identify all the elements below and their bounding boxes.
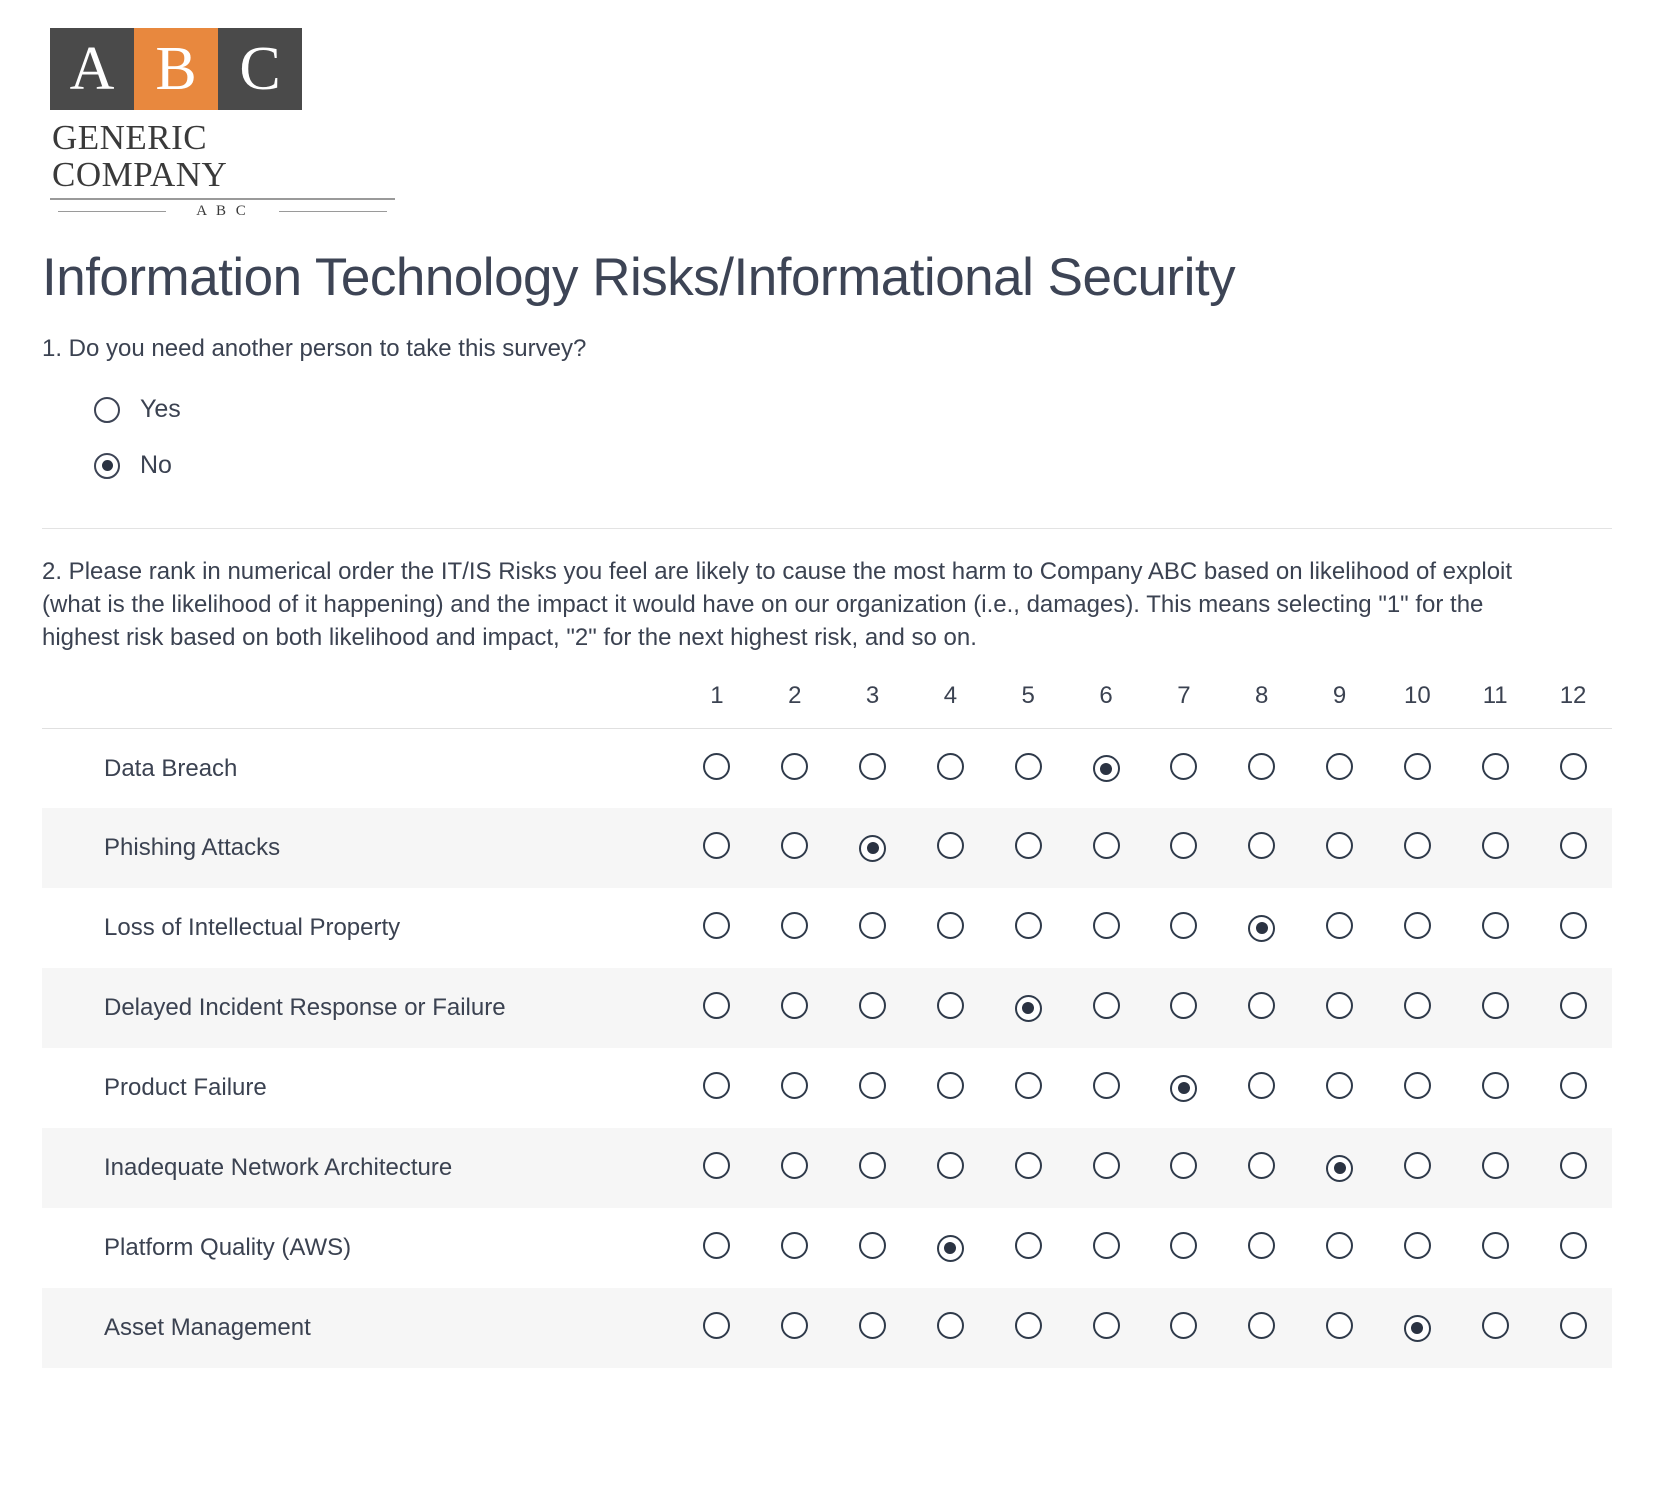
radio-platform-quality-aws--9-icon[interactable] bbox=[1326, 1232, 1353, 1259]
matrix-cell[interactable] bbox=[989, 888, 1067, 968]
matrix-cell[interactable] bbox=[911, 1288, 989, 1368]
page-title: Information Technology Risks/Informational Security bbox=[42, 247, 1236, 307]
matrix-cell[interactable] bbox=[989, 1048, 1067, 1128]
matrix-col-head-5: 5 bbox=[989, 682, 1067, 729]
matrix-cell[interactable] bbox=[1456, 1288, 1534, 1368]
matrix-cell[interactable] bbox=[911, 888, 989, 968]
radio-delayed-incident-response-or-failure-10-icon[interactable] bbox=[1404, 992, 1431, 1019]
radio-inadequate-network-architecture-9-icon[interactable] bbox=[1326, 1155, 1353, 1182]
matrix-row-label: Inadequate Network Architecture bbox=[104, 1154, 453, 1182]
matrix-col-head-10: 10 bbox=[1378, 682, 1456, 729]
question-1-option-no-label: No bbox=[140, 451, 172, 480]
radio-inadequate-network-architecture-4-icon[interactable] bbox=[937, 1152, 964, 1179]
radio-product-failure-9-icon[interactable] bbox=[1326, 1072, 1353, 1099]
table-row bbox=[42, 1288, 1612, 1368]
matrix-cell[interactable] bbox=[1223, 728, 1301, 808]
matrix-cell[interactable] bbox=[1145, 1288, 1223, 1368]
matrix-col-head-12: 12 bbox=[1534, 682, 1612, 729]
matrix-cell[interactable] bbox=[1378, 888, 1456, 968]
radio-inadequate-network-architecture-3-icon[interactable] bbox=[859, 1152, 886, 1179]
radio-platform-quality-aws--6-icon[interactable] bbox=[1093, 1232, 1120, 1259]
matrix-cell[interactable] bbox=[1067, 1128, 1145, 1208]
table-row bbox=[42, 728, 1612, 808]
radio-product-failure-6-icon[interactable] bbox=[1093, 1072, 1120, 1099]
radio-phishing-attacks-7-icon[interactable] bbox=[1170, 832, 1197, 859]
matrix-cell[interactable] bbox=[1456, 888, 1534, 968]
matrix-cell[interactable] bbox=[1145, 808, 1223, 888]
radio-inadequate-network-architecture-5-icon[interactable] bbox=[1015, 1152, 1042, 1179]
matrix-header-row bbox=[42, 682, 1612, 729]
matrix-cell[interactable] bbox=[1067, 1288, 1145, 1368]
matrix-cell[interactable] bbox=[756, 888, 834, 968]
matrix-cell[interactable] bbox=[1378, 968, 1456, 1048]
radio-product-failure-4-icon[interactable] bbox=[937, 1072, 964, 1099]
logo-divider bbox=[50, 198, 395, 200]
radio-product-failure-2-icon[interactable] bbox=[781, 1072, 808, 1099]
question-1-option-yes[interactable] bbox=[94, 382, 1612, 438]
radio-inadequate-network-architecture-1-icon[interactable] bbox=[703, 1152, 730, 1179]
matrix-cell[interactable] bbox=[834, 968, 912, 1048]
radio-platform-quality-aws--3-icon[interactable] bbox=[859, 1232, 886, 1259]
matrix-cell[interactable] bbox=[911, 1048, 989, 1128]
radio-data-breach-2-icon[interactable] bbox=[781, 753, 808, 780]
radio-loss-of-intellectual-property-6-icon[interactable] bbox=[1093, 912, 1120, 939]
radio-product-failure-7-icon[interactable] bbox=[1170, 1075, 1197, 1102]
matrix-row-label: Product Failure bbox=[104, 1074, 267, 1102]
radio-loss-of-intellectual-property-8-icon[interactable] bbox=[1248, 915, 1275, 942]
table-row bbox=[42, 1048, 1612, 1128]
matrix-cell[interactable] bbox=[989, 1288, 1067, 1368]
matrix-cell[interactable] bbox=[1456, 1128, 1534, 1208]
matrix-cell[interactable] bbox=[1145, 1128, 1223, 1208]
radio-product-failure-11-icon[interactable] bbox=[1482, 1072, 1509, 1099]
radio-loss-of-intellectual-property-5-icon[interactable] bbox=[1015, 912, 1042, 939]
matrix-row-label: Phishing Attacks bbox=[104, 834, 281, 862]
radio-product-failure-5-icon[interactable] bbox=[1015, 1072, 1042, 1099]
matrix-cell[interactable] bbox=[1145, 1048, 1223, 1128]
matrix-cell[interactable] bbox=[1456, 728, 1534, 808]
matrix-cell[interactable] bbox=[678, 1128, 756, 1208]
matrix-cell[interactable] bbox=[1534, 1128, 1612, 1208]
radio-phishing-attacks-2-icon[interactable] bbox=[781, 832, 808, 859]
matrix-cell[interactable] bbox=[678, 968, 756, 1048]
matrix-cell[interactable] bbox=[911, 728, 989, 808]
matrix-cell[interactable] bbox=[756, 808, 834, 888]
radio-asset-management-3-icon[interactable] bbox=[859, 1312, 886, 1339]
radio-platform-quality-aws--5-icon[interactable] bbox=[1015, 1232, 1042, 1259]
radio-data-breach-8-icon[interactable] bbox=[1248, 753, 1275, 780]
matrix-cell[interactable] bbox=[1223, 1208, 1301, 1288]
radio-delayed-incident-response-or-failure-5-icon[interactable] bbox=[1015, 995, 1042, 1022]
matrix-cell[interactable] bbox=[1456, 968, 1534, 1048]
matrix-col-head-8: 8 bbox=[1223, 682, 1301, 729]
radio-loss-of-intellectual-property-1-icon[interactable] bbox=[703, 912, 730, 939]
radio-platform-quality-aws--2-icon[interactable] bbox=[781, 1232, 808, 1259]
radio-inadequate-network-architecture-12-icon[interactable] bbox=[1560, 1152, 1587, 1179]
matrix-cell[interactable] bbox=[756, 1288, 834, 1368]
matrix-cell[interactable] bbox=[1378, 1048, 1456, 1128]
radio-delayed-incident-response-or-failure-4-icon[interactable] bbox=[937, 992, 964, 1019]
matrix-cell[interactable] bbox=[1301, 1048, 1379, 1128]
matrix-cell[interactable] bbox=[1145, 968, 1223, 1048]
matrix-row-label: Delayed Incident Response or Failure bbox=[104, 994, 506, 1022]
radio-product-failure-1-icon[interactable] bbox=[703, 1072, 730, 1099]
matrix-cell[interactable] bbox=[756, 968, 834, 1048]
logo-letter-c: C bbox=[218, 28, 302, 110]
matrix-cell[interactable] bbox=[1301, 728, 1379, 808]
matrix-cell[interactable] bbox=[1301, 968, 1379, 1048]
radio-platform-quality-aws--7-icon[interactable] bbox=[1170, 1232, 1197, 1259]
matrix-cell[interactable] bbox=[1456, 1048, 1534, 1128]
radio-loss-of-intellectual-property-2-icon[interactable] bbox=[781, 912, 808, 939]
radio-phishing-attacks-12-icon[interactable] bbox=[1560, 832, 1587, 859]
matrix-row-label: Platform Quality (AWS) bbox=[104, 1234, 352, 1262]
matrix-cell[interactable] bbox=[1534, 1208, 1612, 1288]
matrix-row-label: Asset Management bbox=[104, 1314, 311, 1342]
question-1 bbox=[42, 332, 1612, 528]
matrix-cell[interactable] bbox=[756, 1048, 834, 1128]
radio-product-failure-12-icon[interactable] bbox=[1560, 1072, 1587, 1099]
radio-inadequate-network-architecture-11-icon[interactable] bbox=[1482, 1152, 1509, 1179]
radio-platform-quality-aws--11-icon[interactable] bbox=[1482, 1232, 1509, 1259]
matrix-cell[interactable] bbox=[1534, 888, 1612, 968]
risk-ranking-matrix bbox=[42, 682, 1612, 1369]
logo-letter-b: B bbox=[134, 28, 218, 110]
radio-phishing-attacks-9-icon[interactable] bbox=[1326, 832, 1353, 859]
radio-asset-management-8-icon[interactable] bbox=[1248, 1312, 1275, 1339]
matrix-col-head-2: 2 bbox=[756, 682, 834, 729]
table-row bbox=[42, 808, 1612, 888]
matrix-cell[interactable] bbox=[1067, 728, 1145, 808]
matrix-cell[interactable] bbox=[989, 1208, 1067, 1288]
radio-data-breach-7-icon[interactable] bbox=[1170, 753, 1197, 780]
radio-platform-quality-aws--4-icon[interactable] bbox=[937, 1235, 964, 1262]
matrix-cell[interactable] bbox=[678, 808, 756, 888]
table-row bbox=[42, 1128, 1612, 1208]
radio-delayed-incident-response-or-failure-11-icon[interactable] bbox=[1482, 992, 1509, 1019]
table-row bbox=[42, 888, 1612, 968]
radio-inadequate-network-architecture-10-icon[interactable] bbox=[1404, 1152, 1431, 1179]
logo-company-name: GENERIC COMPANY bbox=[52, 118, 228, 194]
matrix-cell[interactable] bbox=[1534, 728, 1612, 808]
radio-data-breach-12-icon[interactable] bbox=[1560, 753, 1587, 780]
matrix-cell[interactable] bbox=[1067, 888, 1145, 968]
matrix-cell[interactable] bbox=[1301, 1128, 1379, 1208]
matrix-cell[interactable] bbox=[756, 1208, 834, 1288]
radio-inadequate-network-architecture-7-icon[interactable] bbox=[1170, 1152, 1197, 1179]
radio-asset-management-5-icon[interactable] bbox=[1015, 1312, 1042, 1339]
matrix-cell[interactable] bbox=[1378, 1208, 1456, 1288]
matrix-cell[interactable] bbox=[834, 1288, 912, 1368]
matrix-col-head-7: 7 bbox=[1145, 682, 1223, 729]
radio-phishing-attacks-10-icon[interactable] bbox=[1404, 832, 1431, 859]
question-2-text: 2. Please rank in numerical order the IT/IS Risks you feel are likely to cause the most harm to Company ABC based on likelihood of exploit (what is the likelihood of it happening) and the impact it would have on our organization (i.e., damages). This means selecting "1" for the highest risk based on both likelihood and impact, "2" for the next highest risk, and so on. bbox=[42, 557, 1513, 651]
radio-data-breach-9-icon[interactable] bbox=[1326, 753, 1353, 780]
radio-platform-quality-aws--8-icon[interactable] bbox=[1248, 1232, 1275, 1259]
radio-data-breach-4-icon[interactable] bbox=[937, 753, 964, 780]
radio-asset-management-10-icon[interactable] bbox=[1404, 1315, 1431, 1342]
matrix-cell[interactable] bbox=[1378, 728, 1456, 808]
matrix-body bbox=[42, 728, 1612, 1368]
matrix-cell[interactable] bbox=[1145, 1208, 1223, 1288]
radio-inadequate-network-architecture-8-icon[interactable] bbox=[1248, 1152, 1275, 1179]
radio-loss-of-intellectual-property-7-icon[interactable] bbox=[1170, 912, 1197, 939]
matrix-cell[interactable] bbox=[1534, 968, 1612, 1048]
matrix-col-head-4: 4 bbox=[911, 682, 989, 729]
company-logo bbox=[0, 0, 1654, 220]
logo-letter-a: A bbox=[50, 28, 134, 110]
radio-product-failure-10-icon[interactable] bbox=[1404, 1072, 1431, 1099]
matrix-cell[interactable] bbox=[1534, 1048, 1612, 1128]
radio-data-breach-1-icon[interactable] bbox=[703, 753, 730, 780]
matrix-cell[interactable] bbox=[1378, 808, 1456, 888]
matrix-cell[interactable] bbox=[989, 728, 1067, 808]
matrix-header bbox=[42, 682, 1612, 729]
logo-letter-blocks bbox=[50, 28, 302, 110]
radio-phishing-attacks-8-icon[interactable] bbox=[1248, 832, 1275, 859]
table-row bbox=[42, 968, 1612, 1048]
matrix-cell[interactable] bbox=[989, 968, 1067, 1048]
radio-data-breach-11-icon[interactable] bbox=[1482, 753, 1509, 780]
radio-delayed-incident-response-or-failure-8-icon[interactable] bbox=[1248, 992, 1275, 1019]
radio-loss-of-intellectual-property-9-icon[interactable] bbox=[1326, 912, 1353, 939]
radio-phishing-attacks-3-icon[interactable] bbox=[859, 835, 886, 862]
radio-phishing-attacks-6-icon[interactable] bbox=[1093, 832, 1120, 859]
matrix-cell[interactable] bbox=[1534, 808, 1612, 888]
radio-data-breach-6-icon[interactable] bbox=[1093, 755, 1120, 782]
matrix-cell[interactable] bbox=[834, 728, 912, 808]
matrix-cell[interactable] bbox=[756, 1128, 834, 1208]
matrix-cell[interactable] bbox=[1301, 1208, 1379, 1288]
radio-platform-quality-aws--1-icon[interactable] bbox=[703, 1232, 730, 1259]
radio-delayed-incident-response-or-failure-6-icon[interactable] bbox=[1093, 992, 1120, 1019]
section-divider bbox=[42, 528, 1612, 529]
matrix-corner-cell bbox=[42, 682, 678, 729]
matrix-cell[interactable] bbox=[1223, 1128, 1301, 1208]
radio-inadequate-network-architecture-6-icon[interactable] bbox=[1093, 1152, 1120, 1179]
matrix-cell[interactable] bbox=[1223, 1288, 1301, 1368]
radio-delayed-incident-response-or-failure-1-icon[interactable] bbox=[703, 992, 730, 1019]
radio-data-breach-10-icon[interactable] bbox=[1404, 753, 1431, 780]
radio-no-icon[interactable] bbox=[94, 453, 120, 479]
matrix-cell[interactable] bbox=[756, 728, 834, 808]
matrix-cell[interactable] bbox=[911, 968, 989, 1048]
radio-phishing-attacks-5-icon[interactable] bbox=[1015, 832, 1042, 859]
matrix-cell[interactable] bbox=[678, 1048, 756, 1128]
matrix-cell[interactable] bbox=[1223, 1048, 1301, 1128]
radio-delayed-incident-response-or-failure-7-icon[interactable] bbox=[1170, 992, 1197, 1019]
matrix-cell[interactable] bbox=[1301, 808, 1379, 888]
matrix-cell[interactable] bbox=[834, 1128, 912, 1208]
radio-asset-management-2-icon[interactable] bbox=[781, 1312, 808, 1339]
matrix-cell[interactable] bbox=[1067, 1048, 1145, 1128]
radio-platform-quality-aws--10-icon[interactable] bbox=[1404, 1232, 1431, 1259]
matrix-cell[interactable] bbox=[1301, 888, 1379, 968]
radio-delayed-incident-response-or-failure-9-icon[interactable] bbox=[1326, 992, 1353, 1019]
matrix-cell[interactable] bbox=[911, 1208, 989, 1288]
radio-loss-of-intellectual-property-11-icon[interactable] bbox=[1482, 912, 1509, 939]
radio-asset-management-6-icon[interactable] bbox=[1093, 1312, 1120, 1339]
matrix-row-label: Data Breach bbox=[104, 754, 238, 782]
logo-company-sub: A B C bbox=[50, 203, 395, 220]
question-1-text: 1. Do you need another person to take this survey? bbox=[42, 335, 587, 363]
radio-data-breach-5-icon[interactable] bbox=[1015, 753, 1042, 780]
radio-asset-management-7-icon[interactable] bbox=[1170, 1312, 1197, 1339]
radio-loss-of-intellectual-property-3-icon[interactable] bbox=[859, 912, 886, 939]
matrix-cell[interactable] bbox=[1301, 1288, 1379, 1368]
matrix-col-head-1: 1 bbox=[678, 682, 756, 729]
matrix-cell[interactable] bbox=[1378, 1128, 1456, 1208]
question-1-option-no[interactable] bbox=[94, 438, 1612, 494]
radio-product-failure-3-icon[interactable] bbox=[859, 1072, 886, 1099]
radio-asset-management-4-icon[interactable] bbox=[937, 1312, 964, 1339]
matrix-cell[interactable] bbox=[989, 808, 1067, 888]
radio-phishing-attacks-11-icon[interactable] bbox=[1482, 832, 1509, 859]
matrix-cell[interactable] bbox=[911, 808, 989, 888]
radio-asset-management-9-icon[interactable] bbox=[1326, 1312, 1353, 1339]
matrix-col-head-6: 6 bbox=[1067, 682, 1145, 729]
matrix-cell[interactable] bbox=[678, 888, 756, 968]
matrix-cell[interactable] bbox=[1534, 1288, 1612, 1368]
matrix-cell[interactable] bbox=[678, 1288, 756, 1368]
matrix-cell[interactable] bbox=[1067, 1208, 1145, 1288]
radio-data-breach-3-icon[interactable] bbox=[859, 753, 886, 780]
radio-loss-of-intellectual-property-4-icon[interactable] bbox=[937, 912, 964, 939]
radio-asset-management-11-icon[interactable] bbox=[1482, 1312, 1509, 1339]
radio-loss-of-intellectual-property-10-icon[interactable] bbox=[1404, 912, 1431, 939]
matrix-cell[interactable] bbox=[989, 1128, 1067, 1208]
matrix-cell[interactable] bbox=[1145, 888, 1223, 968]
radio-inadequate-network-architecture-2-icon[interactable] bbox=[781, 1152, 808, 1179]
matrix-cell[interactable] bbox=[1067, 968, 1145, 1048]
matrix-cell[interactable] bbox=[1145, 728, 1223, 808]
question-2 bbox=[42, 555, 1612, 1369]
matrix-cell[interactable] bbox=[1456, 808, 1534, 888]
table-row bbox=[42, 1208, 1612, 1288]
radio-delayed-incident-response-or-failure-12-icon[interactable] bbox=[1560, 992, 1587, 1019]
matrix-col-head-9: 9 bbox=[1301, 682, 1379, 729]
radio-yes-icon[interactable] bbox=[94, 397, 120, 423]
matrix-cell[interactable] bbox=[1223, 808, 1301, 888]
matrix-col-head-3: 3 bbox=[834, 682, 912, 729]
matrix-cell[interactable] bbox=[1378, 1288, 1456, 1368]
radio-platform-quality-aws--12-icon[interactable] bbox=[1560, 1232, 1587, 1259]
matrix-cell[interactable] bbox=[911, 1128, 989, 1208]
radio-asset-management-1-icon[interactable] bbox=[703, 1312, 730, 1339]
matrix-cell[interactable] bbox=[834, 888, 912, 968]
radio-loss-of-intellectual-property-12-icon[interactable] bbox=[1560, 912, 1587, 939]
question-1-option-yes-label: Yes bbox=[140, 395, 181, 424]
radio-phishing-attacks-4-icon[interactable] bbox=[937, 832, 964, 859]
matrix-cell[interactable] bbox=[834, 808, 912, 888]
matrix-col-head-11: 11 bbox=[1456, 682, 1534, 729]
question-1-options bbox=[42, 382, 1612, 494]
matrix-cell[interactable] bbox=[834, 1048, 912, 1128]
matrix-cell[interactable] bbox=[834, 1208, 912, 1288]
radio-delayed-incident-response-or-failure-2-icon[interactable] bbox=[781, 992, 808, 1019]
matrix-cell[interactable] bbox=[1456, 1208, 1534, 1288]
matrix-row-label: Loss of Intellectual Property bbox=[104, 914, 401, 942]
matrix-cell[interactable] bbox=[678, 1208, 756, 1288]
radio-phishing-attacks-1-icon[interactable] bbox=[703, 832, 730, 859]
matrix-cell[interactable] bbox=[678, 728, 756, 808]
radio-product-failure-8-icon[interactable] bbox=[1248, 1072, 1275, 1099]
matrix-cell[interactable] bbox=[1067, 808, 1145, 888]
radio-asset-management-12-icon[interactable] bbox=[1560, 1312, 1587, 1339]
matrix-cell[interactable] bbox=[1223, 888, 1301, 968]
matrix-cell[interactable] bbox=[1223, 968, 1301, 1048]
radio-delayed-incident-response-or-failure-3-icon[interactable] bbox=[859, 992, 886, 1019]
